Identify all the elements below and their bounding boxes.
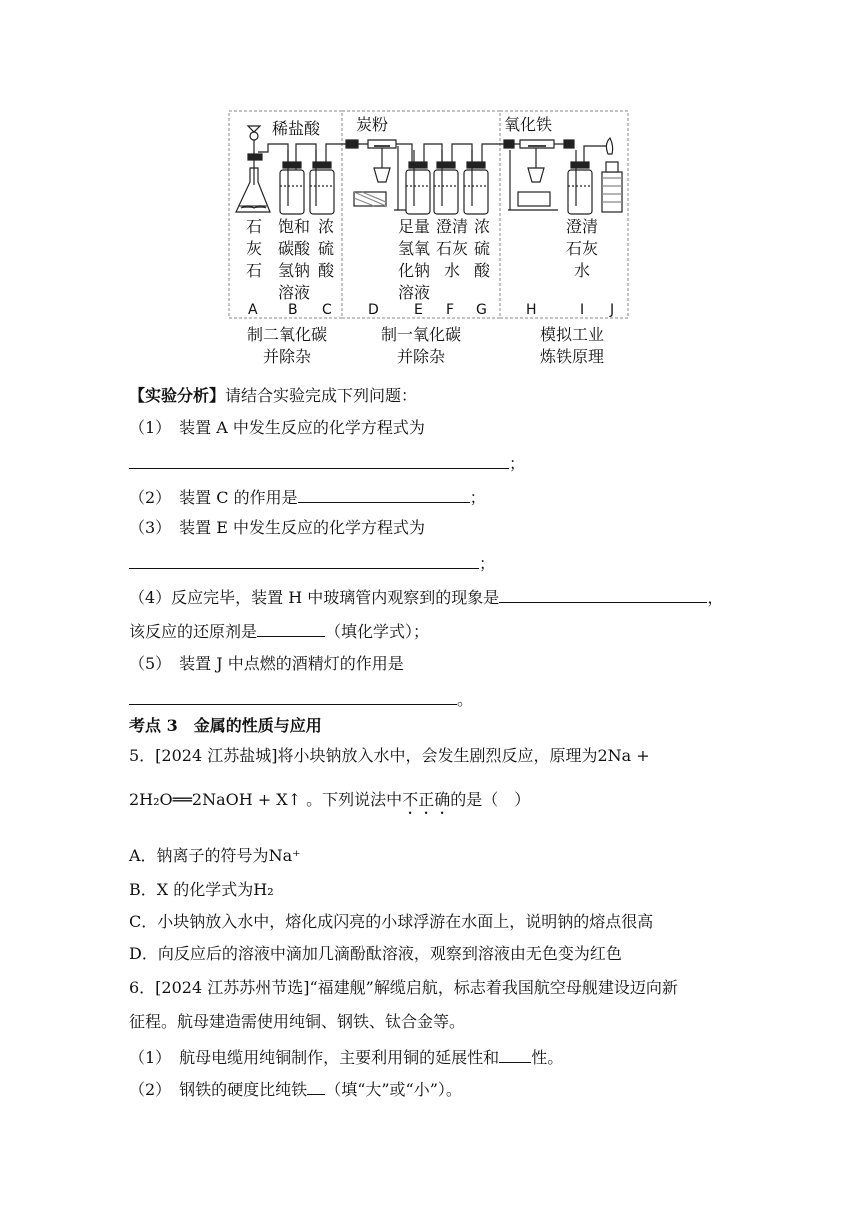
problem-6-sub2-text: （2） 钢铁的硬度比纯铁: [129, 1080, 308, 1099]
reagent-c: 浓硫酸: [317, 217, 334, 280]
label-dilute-hcl: 稀盐酸: [272, 119, 321, 138]
letter-b: B: [288, 302, 298, 318]
question-3-answer-line: [129, 552, 495, 574]
letter-i: I: [580, 302, 585, 318]
answer-blank-3[interactable]: [129, 552, 479, 569]
q4-text: （4）反应完毕，装置 H 中玻璃管内观察到的现象是: [129, 588, 500, 607]
analysis-intro-line: [129, 386, 417, 406]
option-b-formula: H₂: [253, 880, 274, 899]
answer-blank-1[interactable]: [129, 452, 509, 469]
caption-co: [366, 324, 476, 368]
q4b-end: （填化学式）；: [325, 622, 430, 641]
question-1-answer-line: [129, 452, 525, 474]
letter-e: E: [414, 302, 423, 318]
label-iron-oxide: 氧化铁: [504, 115, 553, 134]
caption-iron-line2: 炼铁原理: [539, 347, 604, 366]
q4b-text: 该反应的还原剂是: [129, 622, 258, 641]
letter-j: J: [610, 302, 615, 318]
label-carbon-powder: 炭粉: [356, 115, 389, 134]
answer-blank-2[interactable]: [298, 486, 470, 503]
caption-co2: [232, 324, 342, 368]
answer-blank-6a[interactable]: [499, 1046, 531, 1063]
question-4: [129, 586, 723, 608]
question-4b: [129, 620, 429, 642]
q5-end-punct: 。: [457, 690, 474, 709]
reagent-i: 澄清石灰水: [565, 217, 598, 280]
letter-a: A: [248, 302, 258, 318]
problem-6-sub1-text: （1） 航母电缆用纯铜制作，主要利用铜的延展性和: [129, 1048, 500, 1067]
problem-5-stem: 2H₂O══2NaOH + X↑ 。下列说法中: [129, 790, 403, 809]
question-2: [129, 486, 486, 508]
option-b-text: B．X 的化学式为: [129, 880, 254, 899]
problem-5-line2: [129, 790, 530, 818]
option-a: [129, 846, 301, 866]
problem-6-sub1-end: 性。: [531, 1048, 564, 1067]
answer-blank-5[interactable]: [129, 688, 457, 705]
q1-end-punct: ；: [509, 454, 526, 473]
caption-co-line2: 并除杂: [396, 347, 445, 366]
option-b: [129, 880, 274, 900]
letter-c: C: [322, 302, 332, 318]
emphasis-incorrect: 不正确: [402, 790, 451, 809]
problem-5-bracket: 的是（ ）: [450, 790, 531, 809]
analysis-heading: 【实验分析】: [129, 386, 226, 405]
lamp-j: [602, 138, 622, 212]
problem-5-line1: 5．[2024 江苏盐城]将小块钠放入水中，会发生剧烈反应，原理为2Na +: [129, 746, 650, 765]
option-a-formula: Na⁺: [268, 846, 301, 865]
answer-blank-4b[interactable]: [257, 620, 325, 637]
reagent-e: 足量氢氧化钠溶液: [397, 217, 430, 302]
caption-iron: [522, 324, 622, 368]
problem-6-line2: 征程。航母建造需使用纯铜、钢铁、钛合金等。: [129, 1012, 466, 1031]
tube-h: [504, 140, 574, 210]
letter-f: F: [446, 302, 455, 318]
caption-co2-line2: 并除杂: [262, 347, 311, 366]
q3-end-punct: ；: [479, 554, 496, 573]
question-5: （5） 装置 J 中点燃的酒精灯的作用是: [129, 654, 404, 673]
problem-6-line1: 6．[2024 江苏苏州节选]“福建舰”解缆启航，标志着我国航空母舰建设迈向新: [129, 978, 678, 997]
caption-co-line1: 制一氧化碳: [380, 325, 461, 344]
apparatus-diagram: [228, 110, 630, 320]
reagent-f: 澄清石灰水: [435, 217, 468, 280]
option-a-text: A．钠离子的符号为: [129, 846, 269, 865]
question-3: （3） 装置 E 中发生反应的化学方程式为: [129, 518, 426, 537]
reagent-a: 石灰石: [245, 217, 262, 280]
reagent-b: 饱和碳酸氢钠溶液: [277, 217, 310, 302]
q2-end-punct: ；: [469, 488, 486, 507]
section-3-title: 考点 3 金属的性质与应用: [129, 716, 322, 735]
letter-d: D: [368, 302, 379, 318]
option-d: D．向反应后的溶液中滴加几滴酚酞溶液，观察到溶液由无色变为红色: [129, 944, 622, 963]
question-1: （1） 装置 A 中发生反应的化学方程式为: [129, 418, 425, 437]
question-5-answer-line: [129, 688, 473, 710]
answer-blank-4a[interactable]: [499, 586, 707, 603]
problem-6-sub2-end: （填“大”或“小”）。: [325, 1080, 462, 1099]
answer-blank-6b[interactable]: [307, 1078, 325, 1095]
letter-h: H: [526, 302, 537, 318]
analysis-intro: 请结合实验完成下列问题：: [225, 386, 418, 405]
reagent-g: 浓硫酸: [473, 217, 490, 280]
letter-g: G: [476, 302, 487, 318]
problem-6-sub1: [129, 1046, 563, 1068]
problem-6-sub2: [129, 1078, 462, 1100]
caption-iron-line1: 模拟工业: [539, 325, 604, 344]
caption-co2-line1: 制二氧化碳: [246, 325, 327, 344]
option-c: C．小块钠放入水中，熔化成闪亮的小球浮游在水面上，说明钠的熔点很高: [129, 912, 654, 931]
q4-end-punct: ，: [707, 588, 724, 607]
q2-text: （2） 装置 C 的作用是: [129, 488, 298, 507]
